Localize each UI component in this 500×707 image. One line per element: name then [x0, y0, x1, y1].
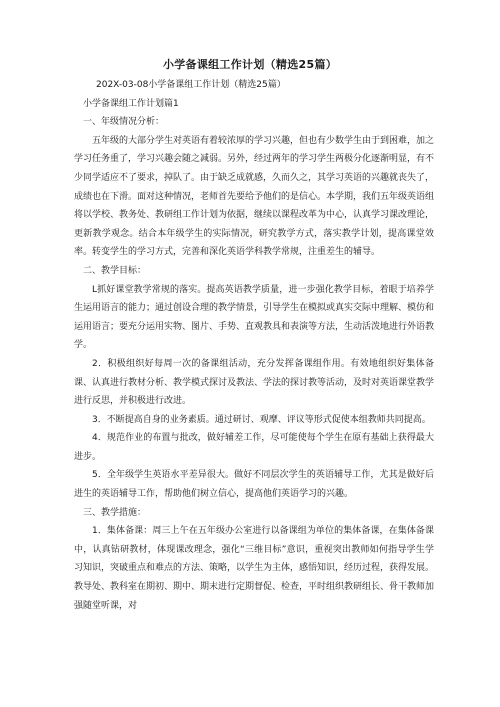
paragraph-situation: 五年级的大部分学生对英语有着较浓厚的学习兴趣，但也有少数学生由于到困难，加之学习任务重了，学习兴趣会随之减弱。另外，经过两年的学习学生两极分化逐渐明显，有不少同学适应不了要求，掉队了。由于缺乏成就感，久而久之，其学习英语的兴趣就丧失了，成绩也在下滑。面对这种情况，老师首先要给予他们的是信心。本学期，我们五年级英语组将以学校、教务处、教研组工作计划为依据，继续以课程改革为中心，认真学习课改理论，更新教学观念。结合本年级学生的实际情况，研究教学方式，落实教学计划，提高课堂效率。转变学生的学习方式，完善和深化英语学科教学常规，注重差生的辅导。	[74, 135, 435, 258]
section-heading-1: 一、年级情况分析：	[83, 117, 165, 128]
paragraph-goal-5: 5．全年级学生英语水平差异很大。做好不同层次学生的英语辅导工作，尤其是做好后进生的英语辅导工作，帮助他们树立信心，提高他们英语学习的兴趣。	[74, 470, 434, 500]
section-heading-3: 三、教学措施：	[83, 507, 147, 518]
paragraph-goal-2: 2．积极组织好每周一次的备课组活动，充分发挥备课组作用。有效地组织好集体备课、认真进行教材分析、教学模式探讨及教法、学法的探讨教等活动，及时对英语课堂教学进行反思，并积极进行改进。	[74, 358, 435, 407]
section-subtitle: 小学备课组工作计划篇1	[83, 98, 179, 109]
paragraph-goal-4: 4．规范作业的布置与批改，做好辅差工作，尽可能使每个学生在原有基础上获得最大进步。	[74, 433, 434, 462]
paragraph-goal-1: L抓好课堂教学常规的落实。提高英语教学质量，进一步强化教学目标，着眼于培养学生运用语言的能力；通过创设合理的教学情景，引导学生在模拟或真实交际中理解、模仿和运用语言；要充分运用实物、图片、手势、直观教具和表演等方法，生动活泼地进行外语教学。	[74, 284, 435, 351]
date-line: 202X-03-08小学备课组工作计划（精选25篇）	[96, 80, 286, 90]
paragraph-measure-1: 1．集体备课：周三上午在五年级办公室进行以备课组为单位的集体备课，在集体备课中，认真钻研教材，体现课改理念，强化“三维目标”意识，重视突出教师如何指导学生学习知识，突破重点和难点的方法、策略，以学生为主体，感悟知识，经历过程，获得发展。教导处、教科室在期初、期中、期末进行定期督促、检查，平时组织教研组长、骨干教师加强随堂听课，对	[74, 526, 435, 611]
paragraph-goal-3: 3．不断提高自身的业务素质。通过研讨、观摩、评议等形式促使本组教师共同提高。	[92, 414, 431, 425]
document-body	[74, 76, 434, 615]
section-heading-2: 二、教学目标：	[83, 265, 147, 276]
document-title: 小学备课组工作计划（精选25篇）	[162, 58, 338, 71]
